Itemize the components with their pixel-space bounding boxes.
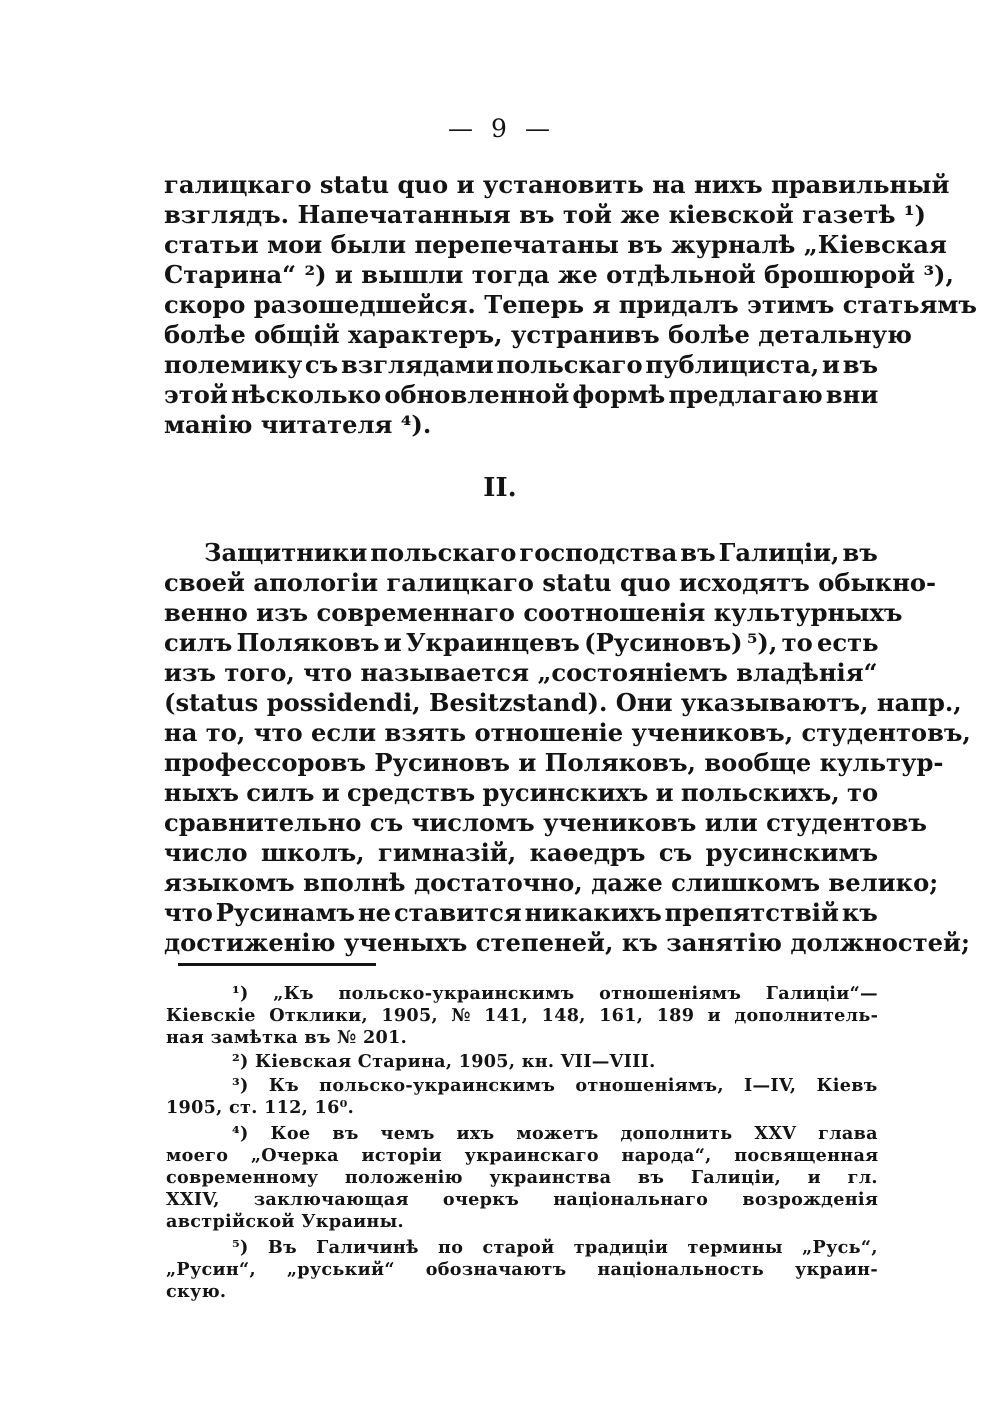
page-number-value: 9	[491, 114, 509, 143]
intro-line: галицкаго statu quo и установить на нихъ правильный	[164, 170, 950, 199]
footnote-3-line: 1905, ст. 112, 16⁰.	[166, 1097, 355, 1118]
footnote-5-line: скую.	[166, 1281, 227, 1302]
intro-line: полемику съ взглядами польскаго публициста, и въ	[164, 350, 879, 379]
body-line: (status possidendi, Besitzstand). Они указываютъ, напр.,	[164, 688, 962, 717]
intro-line: Старина“ ²) и вышли тогда же отдѣльной брошюрой ³),	[164, 260, 954, 289]
body-line: сравнительно съ числомъ учениковъ или студентовъ	[164, 808, 927, 837]
footnote-4-line: ⁴) Кое въ чемъ ихъ можетъ дополнить XXV глава	[232, 1123, 878, 1144]
body-line: что Русинамъ не ставится никакихъ препятствій къ	[164, 898, 878, 927]
footnote-4-line: XXIV, заключающая очеркъ національнаго возрожденія	[166, 1189, 879, 1210]
footnote-1-line: Кіевскіе Отклики, 1905, № 141, 148, 161, 189 и дополнитель-	[166, 1005, 879, 1026]
body-line: своей апологіи галицкаго statu quo исходятъ обыкно-	[164, 568, 937, 597]
intro-line: скоро разошедшейся. Теперь я придалъ этимъ статьямъ	[164, 290, 977, 319]
footnote-1-line: ная замѣтка въ № 201.	[166, 1027, 408, 1048]
body-line: Защитники польскаго господства въ Галиціи, въ	[204, 538, 878, 567]
footnote-4-line: моего „Очерка исторіи украинскаго народа“, посвященная	[166, 1145, 879, 1166]
body-line: число школъ, гимназій, каѳедръ съ русинскимъ	[164, 838, 879, 867]
body-line: изъ того, что называется „состояніемъ владѣнія“	[164, 658, 878, 687]
footnote-4-line: современному положенію украинства въ Галиціи, и гл.	[166, 1167, 878, 1188]
intro-line: взглядъ. Напечатанныя въ той же кіевской газетѣ ¹)	[164, 200, 926, 229]
footnote-3-line: ³) Къ польско-украинскимъ отношеніямъ, I—IV, Кіевъ	[232, 1075, 878, 1096]
body-line: ныхъ силъ и средствъ русинскихъ и польскихъ, то	[164, 778, 879, 807]
body-line: силъ Поляковъ и Украинцевъ (Русиновъ) ⁵), то есть	[164, 628, 879, 657]
body-line: на то, что если взять отношеніе учениковъ, студентовъ,	[164, 718, 971, 747]
page-number-dash-right: —	[524, 114, 552, 143]
footnote-2-line: ²) Кіевская Старина, 1905, кн. VII—VIII.	[232, 1051, 656, 1072]
footnote-1-line: ¹) „Къ польско-украинскимъ отношеніямъ Галиціи“—	[232, 983, 878, 1004]
footnote-5-line: „Русин“, „руський“ обозначаютъ національность украин-	[166, 1259, 878, 1280]
intro-line: статьи мои были перепечатаны въ журналѣ „Кіевская	[164, 230, 947, 259]
body-line: языкомъ вполнѣ достаточно, даже слишкомъ велико;	[164, 868, 939, 897]
footnote-divider	[178, 963, 376, 966]
body-line: профессоровъ Русиновъ и Поляковъ, вообще культур-	[164, 748, 944, 777]
intro-line: манію читателя ⁴).	[164, 410, 432, 439]
body-line: достиженію ученыхъ степеней, къ занятію должностей;	[164, 928, 970, 957]
footnote-5-line: ⁵) Въ Галичинѣ по старой традиціи термины „Русь“,	[232, 1237, 878, 1258]
intro-line: этой нѣсколько обновленной формѣ предлагаю вни	[164, 380, 879, 409]
page-number	[0, 114, 1000, 143]
footnote-4-line: австрійской Украины.	[166, 1211, 404, 1232]
section-heading: II.	[483, 473, 517, 503]
page-number-dash-left: —	[448, 114, 476, 143]
intro-line: болѣе общій характеръ, устранивъ болѣе детальную	[164, 320, 912, 349]
body-line: венно изъ современнаго соотношенія культурныхъ	[164, 598, 903, 627]
